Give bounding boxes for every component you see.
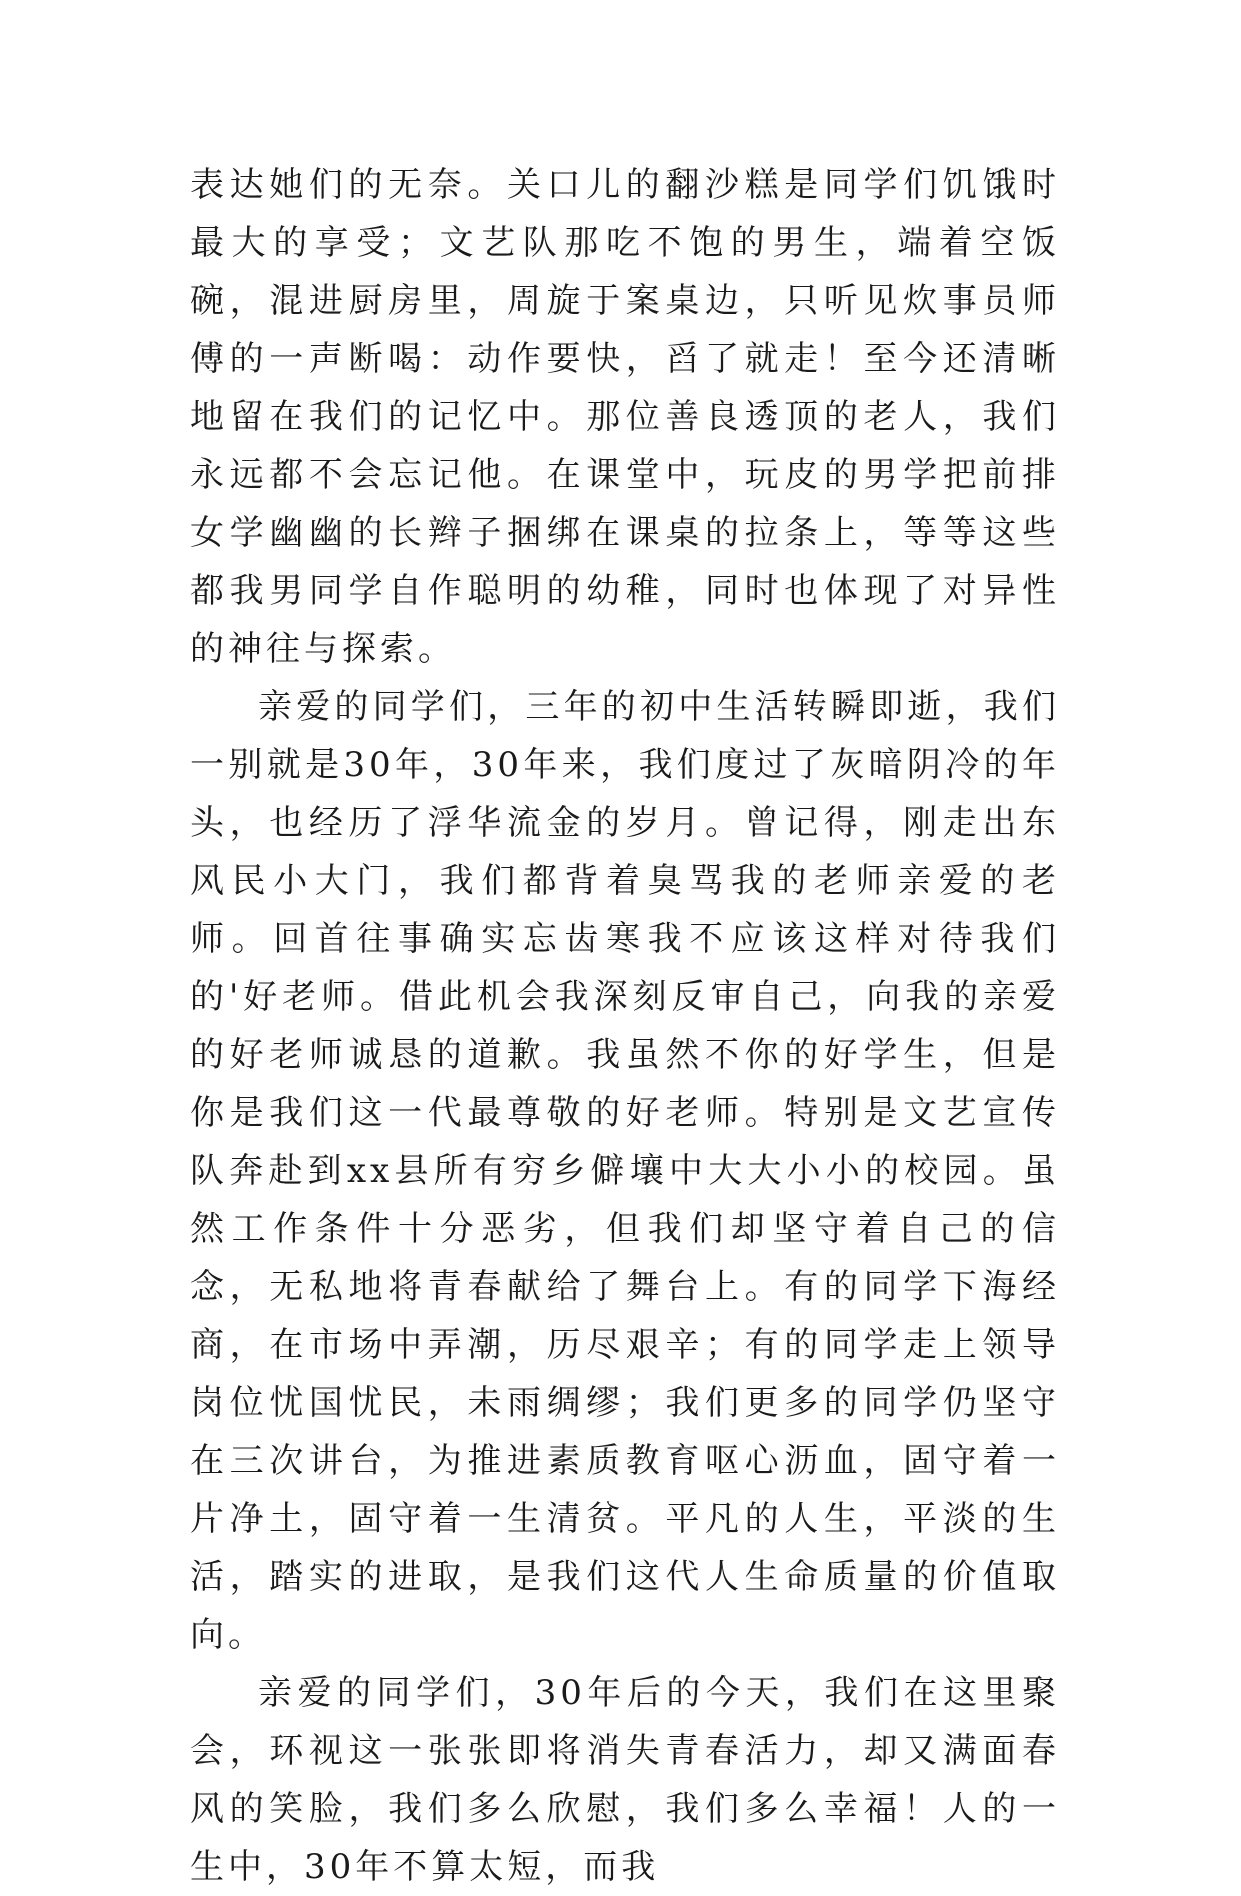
paragraph-2: 亲爱的同学们，三年的初中生活转瞬即逝，我们一别就是30年，30年来，我们度过了灰暗阴冷的年头，也经历了浮华流金的岁月。曾记得，刚走出东风民小大门，我们都背着臭骂我的老师亲爱的老师。回首往事确实忘齿寒我不应该这样对待我们的'好老师。借此机会我深刻反审自己，向我的亲爱的好老师诚恳的道歉。我虽然不你的好学生，但是你是我们这一代最尊敬的好老师。特别是文艺宣传队奔赴到xx县所有穷乡僻壤中大大小小的校园。虽然工作条件十分恶劣，但我们却坚守着自己的信念，无私地将青春献给了舞台上。有的同学下海经商，在市场中弄潮，历尽艰辛；有的同学走上领导岗位忧国忧民，未雨绸缪；我们更多的同学仍坚守在三次讲台，为推进素质教育呕心沥血，固守着一片净土，固守着一生清贫。平凡的人生，平淡的生活，踏实的进取，是我们这代人生命质量的价值取向。 xyxy=(190,687,1060,1655)
paragraph-1: 表达她们的无奈。关口儿的翻沙糕是同学们饥饿时最大的享受；文艺队那吃不饱的男生，端着空饭碗，混进厨房里，周旋于案桌边，只听见炊事员师傅的一声断喝：动作要快，舀了就走！至今还清晰地留在我们的记忆中。那位善良透顶的老人，我们永远都不会忘记他。在课堂中，玩皮的男学把前排女学幽幽的长辫子捆绑在课桌的拉条上，等等这些都我男同学自作聪明的幼稚，同时也体现了对异性的神往与探索。 xyxy=(190,165,1060,669)
paragraph-3: 亲爱的同学们，30年后的今天，我们在这里聚会，环视这一张张即将消失青春活力，却又满面春风的笑脸，我们多么欣慰，我们多么幸福！人的一生中，30年不算太短，而我 xyxy=(190,1673,1060,1887)
document-page xyxy=(190,150,1060,1896)
